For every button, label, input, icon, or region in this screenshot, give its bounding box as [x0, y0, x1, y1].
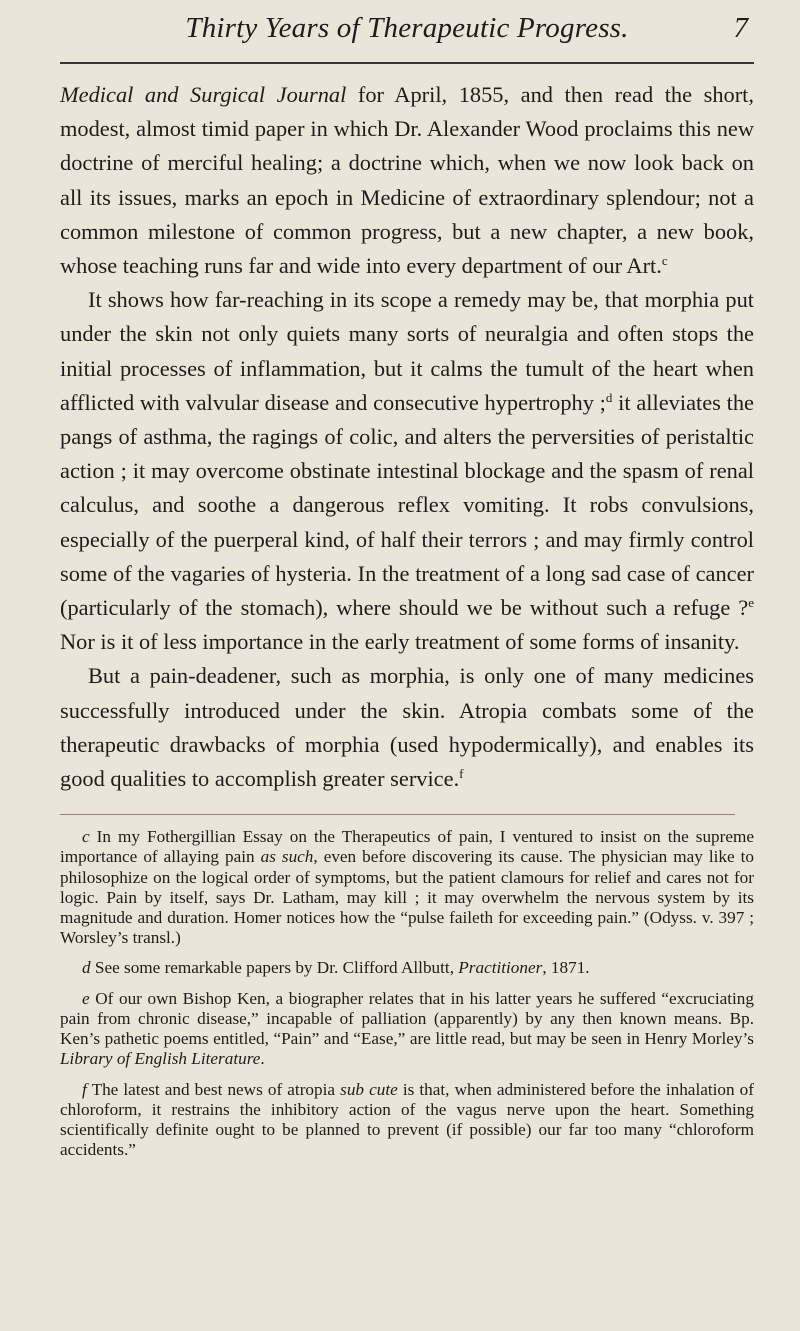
footnote-ref-d: d — [605, 389, 613, 405]
footnote-mark-f: f — [82, 1079, 87, 1099]
footnotes — [60, 827, 754, 1160]
footnote-ref-e: e — [748, 595, 754, 611]
footnote-f-text-a: The latest and best news of atropia — [86, 1079, 341, 1099]
footnote-e-book: Library of English Literature — [60, 1049, 261, 1069]
footnote-e-text-b: . — [260, 1049, 265, 1069]
footnote-d — [60, 958, 754, 978]
footnote-f-emphasis: sub cute — [340, 1079, 398, 1099]
paragraph-1 — [60, 78, 754, 283]
footnote-c-text-b: , even before discovering its cause. The physician may like to philosophize on the logical order of symptoms, but the patient clamours for relief and cares not for logic. Pain by itself, says Dr. Latham, may kill ; it may overwhelm the nervous system by its magnitude and duration. Homer notices how the “pulse faileth for exceeding pain.” (Odyss. v. 397 ; Worsley’s transl.) — [60, 847, 754, 948]
footnote-mark-e: e — [82, 988, 90, 1008]
footnote-d-text-b: , 1871. — [542, 958, 590, 978]
paragraph-2 — [60, 283, 754, 659]
running-head — [60, 0, 754, 64]
paragraph-1-text: for April, 1855, and then read the short, modest, almost timid paper in which Dr. Alexander Wood proclaims this new doctrine of merciful healing; a doctrine which, when we now look back on all its issues, marks an epoch in Medicine of extraordinary splendour; not a common milestone of common progress, but a new chapter, a new book, whose teaching runs far and wide into every department of our Art. — [60, 82, 754, 279]
footnote-ref-c: c — [661, 253, 668, 269]
footnote-c — [60, 827, 754, 948]
footnote-mark-c: c — [82, 827, 90, 847]
footnote-e-text-a: Of our own Bishop Ken, a biographer relates that in his latter years he suffered “excruciating pain from chronic disease,” incapable of palliation (apparently) by any then known means. Bp. Ken’s pathetic poems entitled, “Pain” and “Ease,” are little read, but may be seen in Henry Morley’s — [60, 988, 754, 1049]
footnote-e — [60, 989, 754, 1070]
running-title: Thirty Years of Therapeutic Progress. — [185, 12, 629, 44]
footnote-f-text-b: is that, when administered before the inhalation of chloroform, it restrains the inhibitory action of the vagus nerve upon the heart. Something scientifically definite ought to be planned to prevent (if possible) our far too many “chloroform accidents.” — [60, 1079, 754, 1160]
footnote-c-text-a: In my Fothergillian Essay on the Therapeutics of pain, I ventured to insist on the supreme importance of allaying pain — [60, 827, 754, 867]
footnote-divider — [60, 814, 735, 815]
paragraph-3-text: But a pain-deadener, such as morphia, is only one of many medicines successfully introduced under the skin. Atropia combats some of the therapeutic drawbacks of morphia (used hypodermically), and enables its good qualities to accomplish greater service. — [60, 663, 754, 792]
paragraph-3 — [60, 659, 754, 796]
footnote-c-emphasis: as such — [260, 847, 314, 867]
journal-title: Medical and Surgical Journal — [60, 82, 347, 107]
footnote-f — [60, 1080, 754, 1161]
footnote-d-text-a: See some remarkable papers by Dr. Clifford Allbutt, — [90, 958, 459, 978]
paragraph-2-text-c: Nor is it of less importance in the early treatment of some forms of insanity. — [60, 629, 740, 655]
paragraph-2-text-b: it alleviates the pangs of asthma, the ragings of colic, and alters the perversities of peristaltic action ; it may overcome obstinate intestinal blockage and the spasm of renal calculus, and soothe a dangerous reflex vomiting. It robs convulsions, especially of the puerperal kind, of half their terrors ; and may firmly control some of the vagaries of hysteria. In the treatment of a long sad case of cancer (particularly of the stomach), where should we be without such a refuge ? — [60, 389, 754, 621]
body-text — [60, 78, 754, 796]
footnote-d-journal: Practitioner — [458, 958, 543, 978]
footnote-ref-f: f — [459, 766, 464, 782]
paragraph-2-text-a: It shows how far-reaching in its scope a remedy may be, that morphia put under the skin not only quiets many sorts of neuralgia and often stops the initial processes of inflammation, but it calms the tumult of the heart when afflicted with valvular disease and consecutive hypertrophy ; — [60, 287, 754, 415]
page-number: 7 — [733, 12, 748, 44]
footnote-mark-d: d — [82, 958, 91, 978]
